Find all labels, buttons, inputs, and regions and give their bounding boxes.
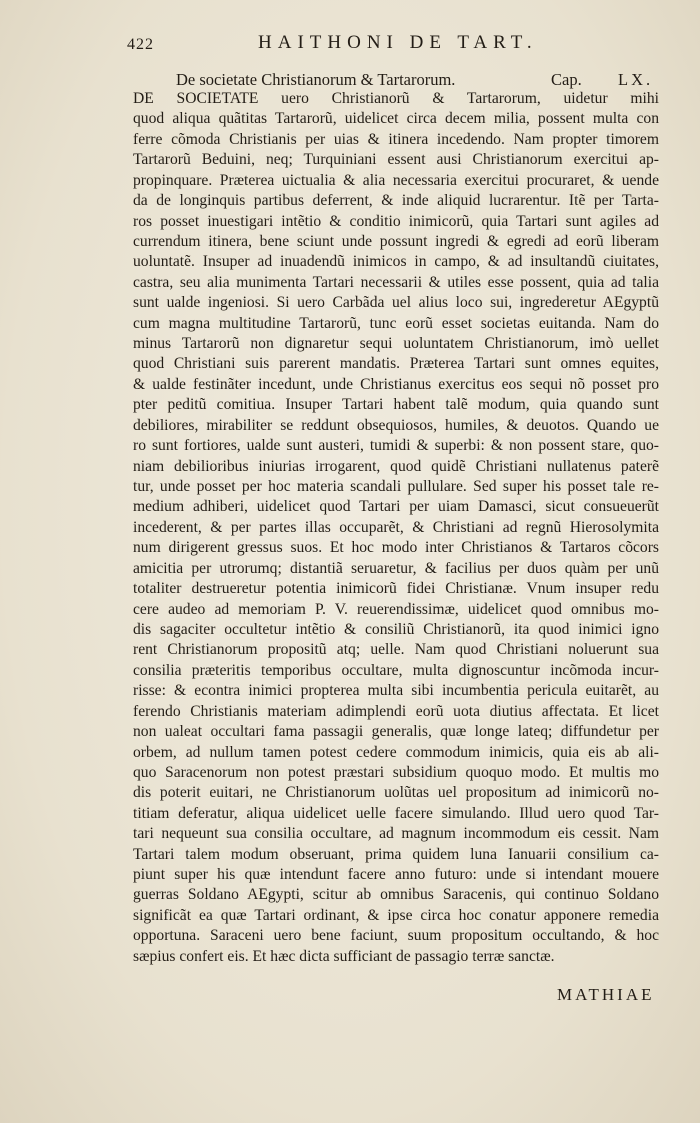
text-line: minus Tartarorũ non dignaretur sequi uoluntatem Christianorum, imò uellet [133,335,659,353]
text-line: medium adhiberi, uidelicet quod Tartari per uiam Damasci, sicut consueuerũt [133,498,659,516]
text-line: quo Saracenorum non potest præstari subsidium quoquo modo. Et multis mo [133,763,659,781]
text-line: niam debilioribus iniurias irrogarent, quod quidẽ Christiani nullatenus paterẽ [133,457,659,475]
text-line: quod aliqua quãtitas Tartarorũ, uidelicet circa decem milia, possent multa con [133,110,659,128]
text-line: guerras Soldano AEgypti, scitur ab omnibus Saracenis, qui continuo Soldano [133,886,659,904]
text-line: amicitia per utrorumq; distantiã seruaretur, & facilius per duos quàm per unũ [133,559,659,577]
text-line: cere audeo ad memoriam P. V. reuerendissimæ, uidelicet quod omnibus mo- [133,600,659,618]
text-line: dis poterit euitari, ne Christianorum uolũtas uel propositum ad inimicorũ no- [133,784,659,802]
text-line: titiam deferatur, aliqua uidelicet uelle facere simulando. Illud uero quod Tar- [133,804,659,822]
text-line: sunt ualde ingeniosi. Si uero Carbãda uel alius loco sui, ingrederetur AEgyptũ [133,294,659,312]
text-line: propinquare. Præterea uictualia & alia necessaria exercitui procuraret, & uende [133,171,659,189]
chapter-heading [176,70,656,90]
text-line: castra, seu alia munimenta Tartari necessarii & utiles esse possent, quia ad talia [133,273,659,291]
text-line: orbem, ad nullum tamen potest cedere commodum inimicis, quia eis ab ali- [133,743,659,761]
page-number: 422 [127,36,154,53]
text-line: num dirigerent gressus suos. Et hoc modo inter Christianos & Tartaros cõcors [133,539,659,557]
chapter-cap-label: Cap. [551,70,582,89]
text-line: currendum itinera, bene sciunt unde possunt ingredi & egredi ad eorũ liberam [133,232,659,250]
text-line: quod Christiani suis parerent mandatis. Præterea Tartari sunt omnes equites, [133,355,659,373]
catchword: MATHIAE [557,985,655,1004]
text-line: & ualde festinãter incedunt, unde Christianus exercitus eos sequi nõ posset pro [133,375,659,393]
text-line: risse: & econtra inimici propterea multa sibi incumbentia pericula euitarẽt, au [133,682,659,700]
text-line: totaliter destrueretur potentia inimicorũ fidei Christianæ. Vnum insuper redu [133,580,659,598]
text-line: DE SOCIETATE uero Christianorũ & Tartarorum, uidetur mihi [133,90,659,107]
text-line: dis sagaciter occultetur intẽtio & consiliũ Christianorũ, ita quod inimici igno [133,620,659,638]
text-line: da de longinquis partibus deferrent, & inde aliquid lucrarentur. Itẽ per Tarta- [133,192,659,210]
text-line: piunt super his quæ intendunt facere anno futuro: unde si intendant mouere [133,866,659,884]
text-line: ro sunt fortiores, ualde sunt austeri, tumidi & superbi: & non possent stare, quo- [133,437,659,455]
body-text [133,89,659,967]
chapter-number: LX. [618,70,654,89]
running-head: HAITHONI DE TART. [258,32,538,53]
text-line: tur, unde posset per hoc materia scandali pullulare. Sed super his posset tale re- [133,478,659,496]
text-line: non ualeat occultari fama passagii generalis, quæ longe lateq; diffundetur per [133,723,659,741]
text-line: ros posset inuestigari intẽtio & conditio inimicorũ, quia Tartari sunt agiles ad [133,212,659,230]
chapter-title: De societate Christianorum & Tartarorum. [176,70,456,89]
text-line: cum magna multitudine Tartarorũ, tunc eorũ esset societas euitanda. Nam do [133,314,659,332]
text-line: incederent, & per partes illas occuparẽt, & Christiani ad regnũ Hierosolymita [133,518,659,536]
text-line: ferendo Christianis materiam adimplendi eorũ uota diutius affectata. Et licet [133,702,659,720]
text-line: sæpius confert eis. Et hæc dicta sufficiant de passagio terræ sanctæ. [133,947,555,965]
text-line: debiliores, mirabiliter se reddunt obsequiosos, humiles, & deuotos. Quando ue [133,416,659,434]
text-line: Tartarorũ Beduini, neq; Turquiniani essent ausi Christianorum exercitui ap- [133,151,659,169]
text-line: significãt ea quæ Tartari ordinant, & ipse circa hoc conatur apponere remedia [133,906,659,924]
text-line: opportuna. Saraceni uero bene faciunt, suum propositum occultando, & hoc [133,927,659,945]
text-line: consilia præteritis temporibus occultare, multa dignoscuntur incõmoda incur- [133,661,659,679]
text-line: pter peditũ comitiua. Insuper Tartari habent talẽ modum, quia quando sunt [133,396,659,414]
text-line: ferre cõmoda Christianis per uias & itinera incedendo. Nam propter timorem [133,130,659,148]
text-line: Tartari talem modum obseruant, prima quidem luna Ianuarii consilium ca- [133,845,659,863]
text-line: rent Christianorum propositũ atq; uelle. Nam quod Christiani noluerunt sua [133,641,659,659]
text-line: uoluntatẽ. Insuper ad inuadendũ inimicos in campo, & ad insultandũ ciuitates, [133,253,659,271]
text-line: tari nequeunt sua consilia occultare, ad magnum incommodum eis cessit. Nam [133,825,659,843]
